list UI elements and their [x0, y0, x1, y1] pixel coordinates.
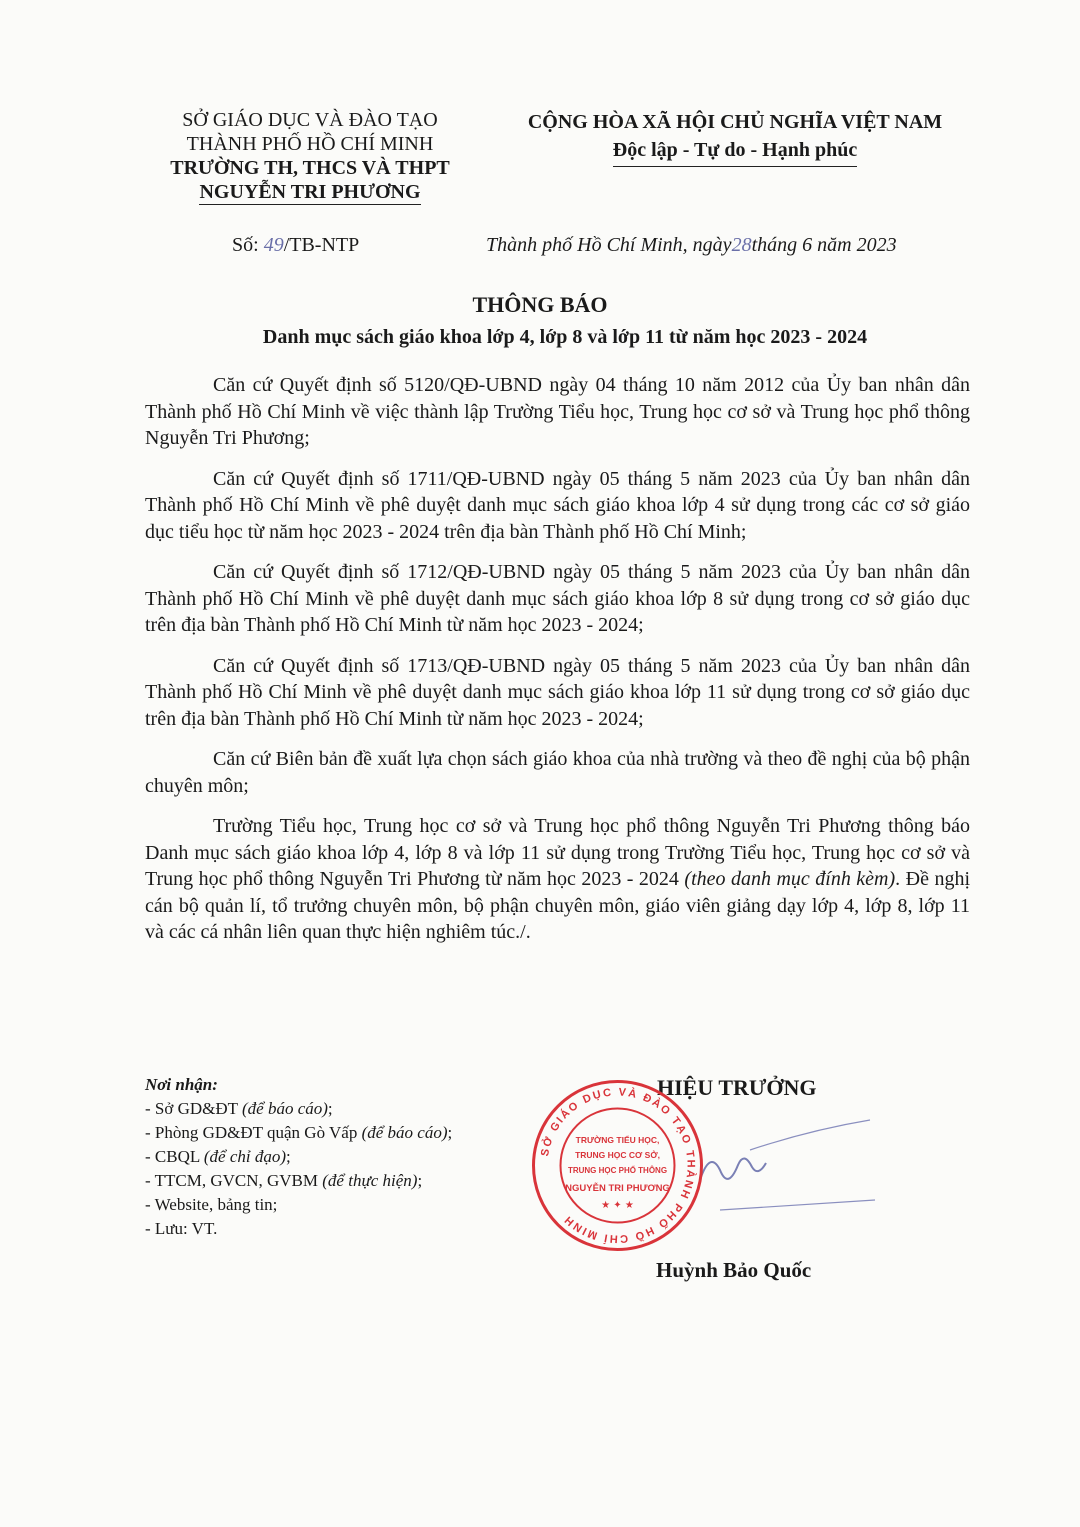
recipient-item [145, 1169, 452, 1193]
recipient-item [145, 1217, 452, 1241]
stamp-outer-text: SỞ GIÁO DỤC VÀ ĐÀO TẠO THÀNH PHỐ HỒ CHÍ MINH [539, 1086, 697, 1245]
final-paragraph-italic: (theo danh mục đính kèm) [684, 868, 896, 890]
agency-line-1: SỞ GIÁO DỤC VÀ ĐÀO TẠO [182, 109, 438, 131]
recipient-text: - Phòng GD&ĐT quận Gò Vấp [145, 1123, 362, 1142]
recipient-item [145, 1193, 452, 1217]
final-paragraph-part1: Trường Tiểu học, Trung học cơ sở và Trung học phổ thông Nguyễn Tri Phương thông báo Danh mục sách giáo khoa lớp 4, lớp 8 và lớp 11 sử dụng trong Trường Tiểu học, Trung học cơ sở và Trung học phổ thông Nguyễn Tri Phương từ năm học 2023 - 2024 [145, 815, 970, 890]
national-motto: Độc lập - Tự do - Hạnh phúc [613, 136, 857, 167]
document-number [232, 234, 359, 257]
paragraph: Căn cứ Quyết định số 1713/QĐ-UBND ngày 05 tháng 5 năm 2023 của Ủy ban nhân dân Thành phố Hồ Chí Minh về phê duyệt danh mục sách giáo khoa lớp 11 sử dụng trong cơ sở giáo dục trên địa bàn Thành phố Hồ Chí Minh từ năm học 2023 - 2024; [145, 654, 970, 730]
date-suffix: tháng 6 năm 2023 [751, 234, 897, 256]
school-line-1: TRƯỜNG TH, THCS VÀ THPT [170, 157, 450, 179]
date-prefix: Thành phố Hồ Chí Minh, ngày [486, 234, 732, 256]
paragraph: Căn cứ Quyết định số 1711/QĐ-UBND ngày 05 tháng 5 năm 2023 của Ủy ban nhân dân Thành phố Hồ Chí Minh về phê duyệt danh mục sách giáo khoa lớp 4 sử dụng trong các cơ sở giáo dục tiểu học từ năm học 2023 - 2024 trên địa bàn Thành phố Hồ Chí Minh; [145, 467, 970, 543]
issuing-agency-block [120, 108, 500, 204]
signer-title: HIỆU TRƯỞNG [657, 1075, 817, 1100]
document-body [145, 372, 970, 960]
date-handwritten-day: 28 [731, 234, 752, 256]
recipient-end: ; [417, 1171, 423, 1190]
recipient-end: ; [447, 1123, 453, 1142]
signer-name: Huỳnh Bảo Quốc [656, 1258, 812, 1282]
recipient-text: - Website, bảng tin; [145, 1195, 278, 1214]
agency-line-2: THÀNH PHỐ HỒ CHÍ MINH [186, 133, 434, 155]
recipient-end: ; [286, 1147, 291, 1166]
recipient-note: (để báo cáo) [361, 1123, 448, 1142]
final-paragraph-part2: . Đề nghị cán bộ quản lí, tổ trưởng chuyên môn, bộ phận chuyên môn, giáo viên giảng dạy lớp 4, lớp 8, lớp 11 và các cá nhân liên quan thực hiện nghiêm túc./. [145, 868, 971, 943]
recipient-item [145, 1121, 452, 1145]
handwritten-signature [690, 1110, 880, 1230]
doc-number-handwritten: 49 [263, 234, 284, 256]
stamp-inner-line: NGUYỄN TRI PHƯƠNG [565, 1183, 670, 1194]
date-line [486, 234, 897, 257]
doc-number-prefix: Số: [232, 234, 264, 256]
paragraph: Căn cứ Biên bản đề xuất lựa chọn sách giáo khoa của nhà trường và theo đề nghị của bộ phận chuyên môn; [145, 748, 970, 797]
recipient-text: - TTCM, GVCN, GVBM [145, 1171, 323, 1190]
paragraph: Căn cứ Quyết định số 1712/QĐ-UBND ngày 05 tháng 5 năm 2023 của Ủy ban nhân dân Thành phố Hồ Chí Minh về phê duyệt danh mục sách giáo khoa lớp 8 sử dụng trong cơ sở giáo dục trên địa bàn Thành phố Hồ Chí Minh từ năm học 2023 - 2024; [145, 561, 970, 636]
svg-text:★ ✦ ★: ★ ✦ ★ [601, 1200, 634, 1211]
school-line-2 [120, 180, 500, 204]
paragraph: Căn cứ Quyết định số 5120/QĐ-UBND ngày 04 tháng 10 năm 2012 của Ủy ban nhân dân Thành phố Hồ Chí Minh về việc thành lập Trường Tiểu học, Trung học cơ sở và Trung học phổ thông Nguyễn Tri Phương; [145, 374, 970, 449]
final-paragraph [145, 813, 970, 946]
document-title: THÔNG BÁO [472, 292, 608, 317]
stamp-inner-line: TRUNG HỌC PHỔ THÔNG [567, 1166, 668, 1175]
recipient-text: - Lưu: VT. [145, 1219, 218, 1238]
recipient-text: - Sở GD&ĐT [145, 1099, 242, 1118]
recipient-item [145, 1097, 452, 1121]
school-name: NGUYỄN TRI PHƯƠNG [199, 181, 421, 203]
stamp-inner-line: TRƯỜNG TIỂU HỌC, [575, 1135, 660, 1145]
recipients-block [145, 1073, 452, 1241]
stamp-inner-line: TRUNG HỌC CƠ SỞ, [575, 1150, 660, 1160]
national-name: CỘNG HÒA XÃ HỘI CHỦ NGHĨA VIỆT NAM [527, 111, 943, 133]
recipient-text: - CBQL [145, 1147, 204, 1166]
national-header-block [490, 108, 980, 167]
recipient-note: (để chỉ đạo) [203, 1147, 287, 1166]
recipient-note: (để thực hiện) [322, 1171, 418, 1190]
recipient-item [145, 1145, 452, 1169]
document-subtitle: Danh mục sách giáo khoa lớp 4, lớp 8 và lớp 11 từ năm học 2023 - 2024 [262, 326, 868, 348]
recipient-end: ; [327, 1099, 333, 1118]
doc-number-suffix: /TB-NTP [283, 234, 360, 256]
school-seal-stamp [530, 1078, 705, 1253]
recipient-note: (để báo cáo) [242, 1099, 328, 1118]
recipients-heading: Nơi nhận: [145, 1075, 218, 1094]
